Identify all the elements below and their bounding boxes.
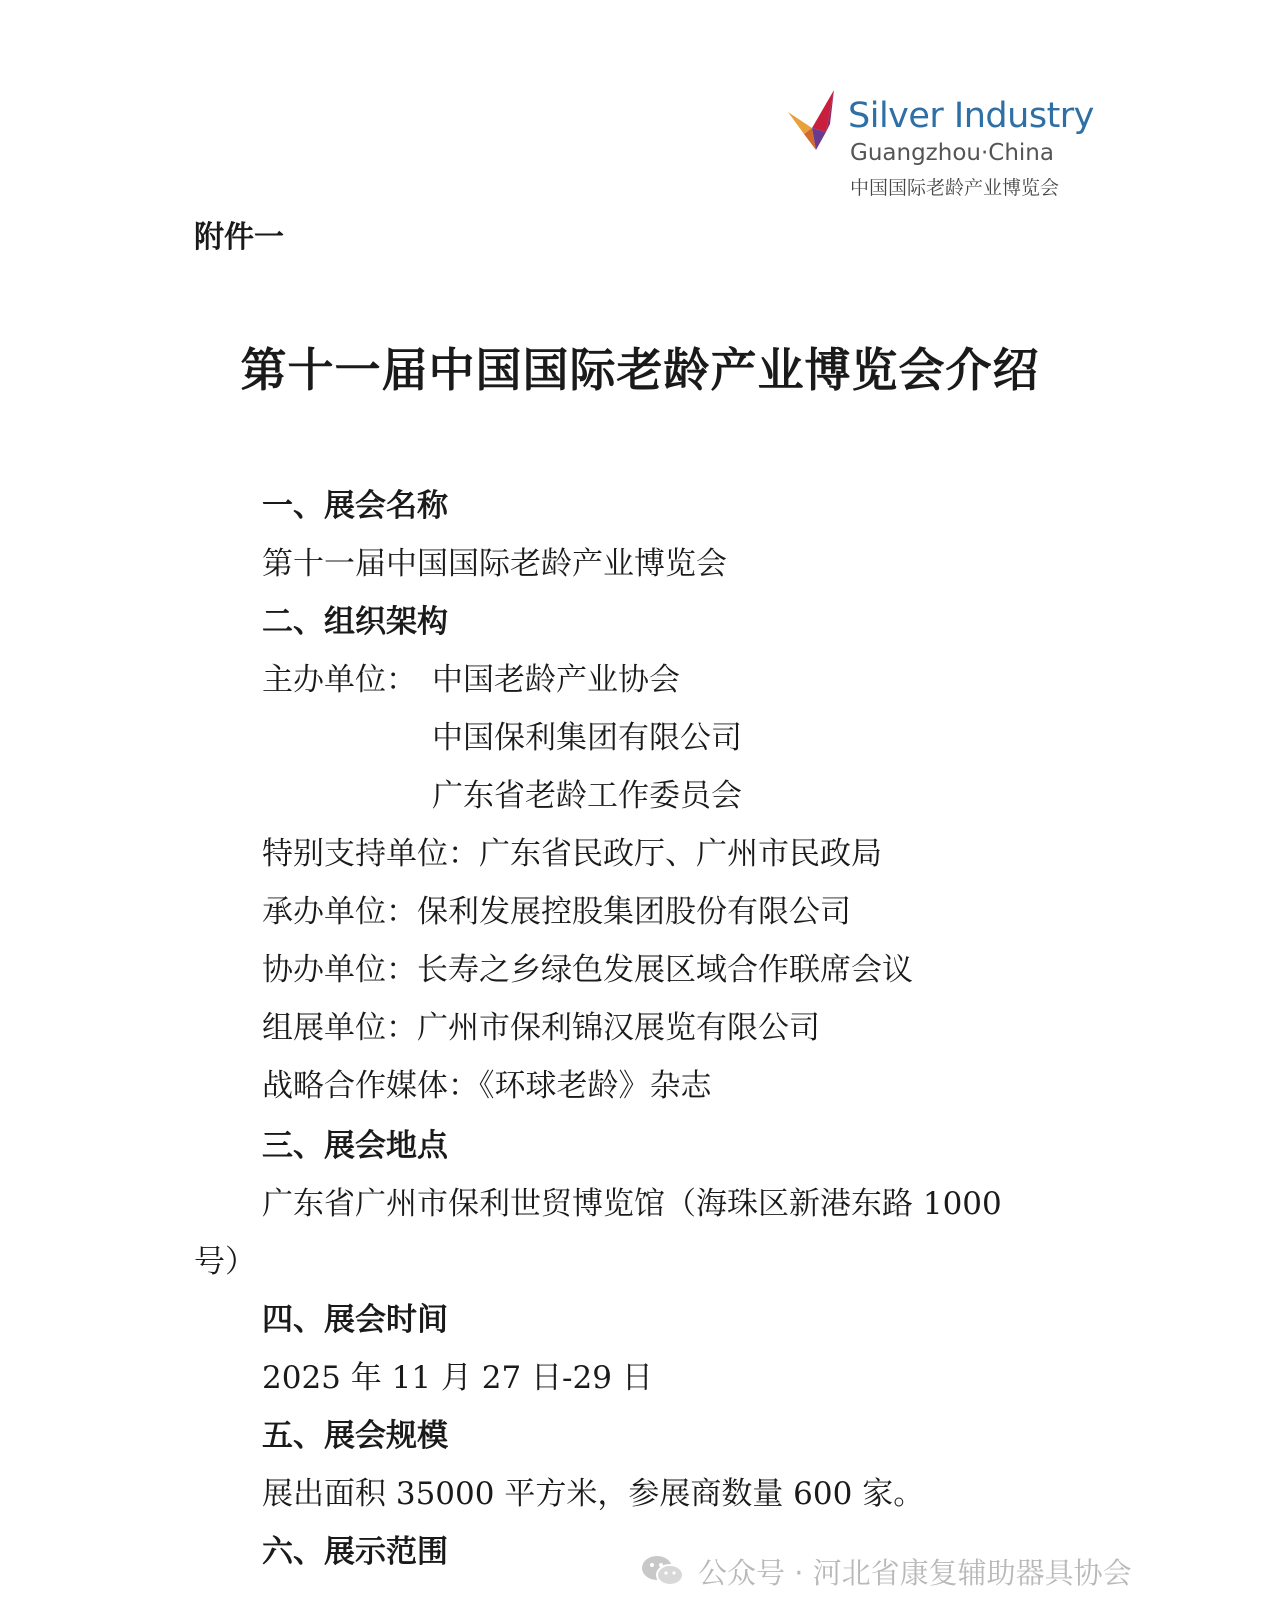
exhibition-organizer: 组展单位：广州市保利锦汉展览有限公司 [262,1010,820,1046]
host-2: 中国保利集团有限公司 [432,720,742,756]
strategic-media: 战略合作媒体：《环球老龄》杂志 [262,1068,712,1104]
venue-line-1: 广东省广州市保利世贸博览馆（海珠区新港东路 1000 [262,1186,1002,1222]
host-label: 主办单位： [262,662,417,698]
section-2-heading: 二、组织架构 [262,604,448,640]
logo-chinese-name: 中国国际老龄产业博览会 [850,177,1060,199]
host-1: 中国老龄产业协会 [432,662,680,698]
bird-logo-icon [786,88,846,160]
wechat-icon [640,1553,686,1589]
watermark-text: 公众号 · 河北省康复辅助器具协会 [698,1555,1132,1590]
exhibition-dates: 2025 年 11 月 27 日-29 日 [262,1360,653,1396]
section-4-heading: 四、展会时间 [262,1302,448,1338]
watermark [640,1548,1132,1594]
special-support: 特别支持单位：广东省民政厅、广州市民政局 [262,836,882,872]
logo-subtitle: Guangzhou·China [850,140,1054,166]
attachment-label: 附件一 [194,220,284,255]
section-5-heading: 五、展会规模 [262,1418,448,1454]
section-6-heading: 六、展示范围 [262,1534,448,1570]
silver-industry-logo [786,88,1094,199]
section-1-text: 第十一届中国国际老龄产业博览会 [262,546,727,582]
co-organizer: 协办单位：长寿之乡绿色发展区域合作联席会议 [262,952,913,988]
document-title: 第十一届中国国际老龄产业博览会介绍 [240,343,1040,397]
section-1-heading: 一、展会名称 [262,488,448,524]
organizer: 承办单位：保利发展控股集团股份有限公司 [262,894,851,930]
host-3: 广东省老龄工作委员会 [432,778,742,814]
section-3-heading: 三、展会地点 [262,1128,448,1164]
venue-line-2: 号） [194,1244,256,1280]
exhibition-scale: 展出面积 35000 平方米，参展商数量 600 家。 [262,1476,925,1512]
logo-brand-text: Silver Industry [848,96,1094,136]
